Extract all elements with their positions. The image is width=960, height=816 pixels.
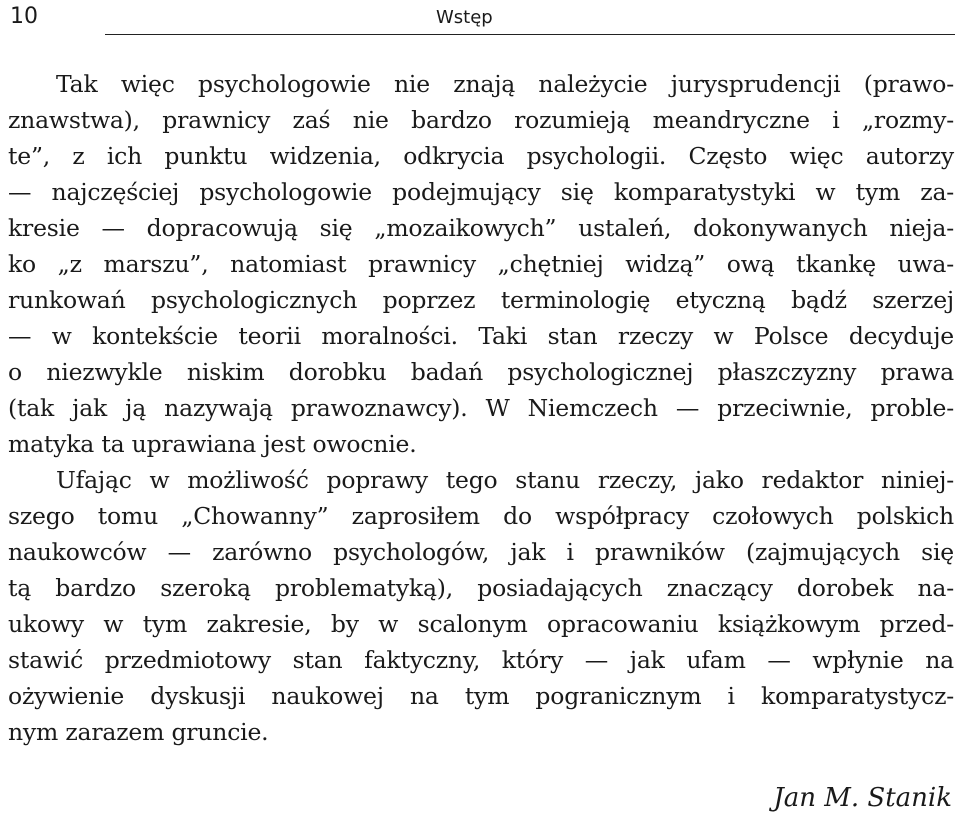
paragraph-2-line: stawić przedmiotowy stan faktyczny, który — jak ufam — wpłynie na: [8, 646, 954, 674]
paragraph-1-line: Tak więc psychologowie nie znają należycie jurysprudencji (prawo-: [56, 70, 954, 98]
page-number: 10: [10, 4, 38, 29]
paragraph-1-line: o niezwykle niskim dorobku badań psychologicznej płaszczyzny prawa: [8, 358, 954, 386]
paragraph-1-line: (tak jak ją nazywają prawoznawcy). W Niemczech — przeciwnie, proble-: [8, 394, 954, 422]
paragraph-1-line: — najczęściej psychologowie podejmujący się komparatystyki w tym za-: [8, 178, 954, 206]
paragraph-2-line: szego tomu „Chowanny” zaprosiłem do współpracy czołowych polskich: [8, 502, 954, 530]
paragraph-1-line: — w kontekście teorii moralności. Taki stan rzeczy w Polsce decyduje: [8, 322, 954, 350]
paragraph-1-line: ko „z marszu”, natomiast prawnicy „chętniej widzą” ową tkankę uwa-: [8, 250, 954, 278]
paragraph-2-line: ożywienie dyskusji naukowej na tym pogranicznym i komparatystycz-: [8, 682, 954, 710]
paragraph-2-line: nym zarazem gruncie.: [8, 718, 269, 746]
paragraph-2-line: tą bardzo szeroką problematyką), posiadających znaczący dorobek na-: [8, 574, 954, 602]
paragraph-1-line: kresie — dopracowują się „mozaikowych” ustaleń, dokonywanych nieja-: [8, 214, 954, 242]
paragraph-2-line: Ufając w możliwość poprawy tego stanu rzeczy, jako redaktor niniej-: [56, 466, 954, 494]
paragraph-2-line: ukowy w tym zakresie, by w scalonym opracowaniu książkowym przed-: [8, 610, 954, 638]
author-signature: Jan M. Stanik: [773, 783, 952, 813]
paragraph-1-line: matyka ta uprawiana jest owocnie.: [8, 430, 417, 458]
running-title: Wstęp: [436, 7, 493, 28]
paragraph-2-line: naukowców — zarówno psychologów, jak i prawników (zajmujących się: [8, 538, 954, 566]
paragraph-1-line: znawstwa), prawnicy zaś nie bardzo rozumieją meandryczne i „rozmy-: [8, 106, 954, 134]
paragraph-1-line: runkowań psychologicznych poprzez terminologię etyczną bądź szerzej: [8, 286, 954, 314]
paragraph-1-line: te”, z ich punktu widzenia, odkrycia psychologii. Często więc autorzy: [8, 142, 954, 170]
header-rule: [105, 34, 955, 35]
